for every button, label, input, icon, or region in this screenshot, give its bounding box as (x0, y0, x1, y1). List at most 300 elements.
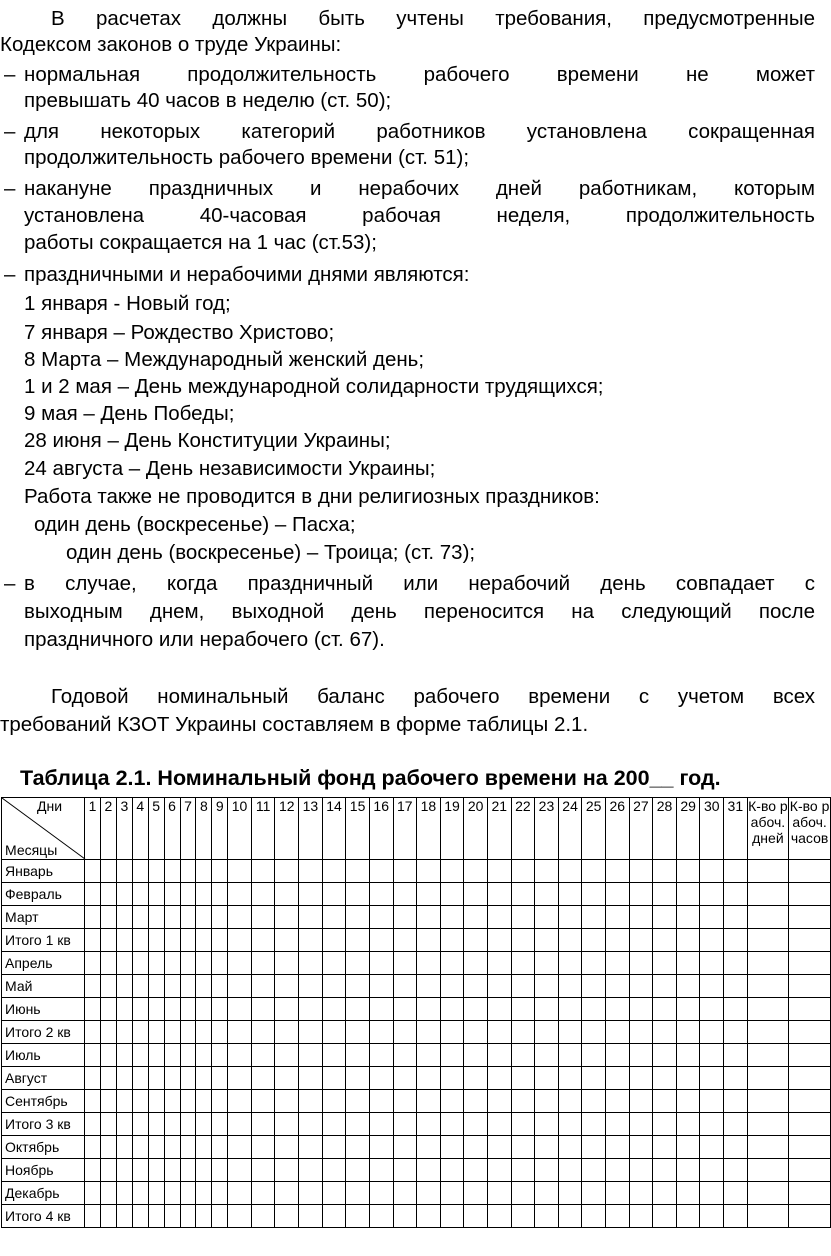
table-cell (747, 906, 789, 929)
table-cell (417, 1205, 441, 1228)
table-cell (346, 906, 370, 929)
table-cell (789, 975, 831, 998)
bullet-2-line-1: для некоторых категорий работников установлена сокращенная (24, 120, 815, 143)
table-cell (747, 1205, 789, 1228)
table-cell (180, 906, 196, 929)
table-cell (196, 1205, 212, 1228)
table-cell (299, 1182, 323, 1205)
table-cell (605, 860, 629, 883)
table-cell (212, 1182, 228, 1205)
table-cell (789, 1090, 831, 1113)
table-cell (511, 860, 535, 883)
table-cell (164, 883, 180, 906)
table-cell (369, 1067, 393, 1090)
table-cell (196, 1182, 212, 1205)
bullet-dash: – (4, 63, 16, 86)
table-cell (212, 929, 228, 952)
table-cell (511, 1182, 535, 1205)
table-cell (417, 883, 441, 906)
table-row (2, 1067, 831, 1090)
day-header: 4 (132, 798, 148, 860)
table-cell (148, 1090, 164, 1113)
table-cell (228, 1067, 252, 1090)
table-cell (653, 1021, 677, 1044)
table-cell (487, 929, 511, 952)
table-cell (132, 1182, 148, 1205)
table-cell (275, 1136, 299, 1159)
table-cell (85, 1044, 101, 1067)
table-cell (487, 906, 511, 929)
table-cell (724, 929, 748, 952)
table-cell (132, 975, 148, 998)
table-cell (85, 1136, 101, 1159)
table-cell (487, 1113, 511, 1136)
table-cell (164, 1205, 180, 1228)
table-cell (487, 1021, 511, 1044)
month-label: Итого 4 кв (2, 1205, 85, 1228)
table-cell (299, 1067, 323, 1090)
table-cell (724, 952, 748, 975)
table-cell (582, 998, 606, 1021)
table-cell (346, 975, 370, 998)
table-cell (605, 883, 629, 906)
table-cell (212, 906, 228, 929)
table-cell (164, 1021, 180, 1044)
table-cell (196, 883, 212, 906)
table-cell (629, 860, 653, 883)
table-cell (582, 1136, 606, 1159)
table-cell (132, 1113, 148, 1136)
table-cell (535, 1044, 559, 1067)
table-cell (747, 1044, 789, 1067)
table-cell (558, 1182, 582, 1205)
table-cell (700, 1136, 724, 1159)
table-cell (464, 952, 488, 975)
table-cell (724, 1136, 748, 1159)
table-cell (558, 1205, 582, 1228)
day-header: 6 (164, 798, 180, 860)
table-cell (653, 1136, 677, 1159)
table-cell (789, 1136, 831, 1159)
table-cell (322, 1044, 346, 1067)
table-cell (346, 1136, 370, 1159)
table-cell (212, 1159, 228, 1182)
table-cell (582, 1182, 606, 1205)
table-cell (676, 998, 700, 1021)
table-cell (100, 860, 116, 883)
table-cell (417, 1021, 441, 1044)
table-cell (629, 906, 653, 929)
table-cell (393, 998, 417, 1021)
table-cell (676, 883, 700, 906)
table-cell (148, 975, 164, 998)
bullet-dash: – (4, 120, 16, 143)
table-cell (299, 1205, 323, 1228)
table-cell (116, 952, 132, 975)
table-cell (558, 1021, 582, 1044)
table-cell (747, 952, 789, 975)
day-header: 12 (275, 798, 299, 860)
table-cell (180, 1159, 196, 1182)
table-row (2, 1113, 831, 1136)
table-cell (148, 860, 164, 883)
table-cell (180, 1067, 196, 1090)
table-cell (212, 1067, 228, 1090)
table-cell (275, 1113, 299, 1136)
table-cell (676, 1159, 700, 1182)
table-cell (789, 883, 831, 906)
table-cell (511, 906, 535, 929)
month-label: Итого 1 кв (2, 929, 85, 952)
table-cell (747, 860, 789, 883)
table-cell (346, 1205, 370, 1228)
table-cell (369, 1205, 393, 1228)
table-cell (346, 860, 370, 883)
balance-line-2: требований КЗОТ Украины составляем в форме таблицы 2.1. (0, 713, 589, 736)
table-cell (724, 998, 748, 1021)
table-cell (100, 1159, 116, 1182)
table-cell (535, 1113, 559, 1136)
table-cell (322, 975, 346, 998)
table-cell (116, 929, 132, 952)
table-cell (653, 929, 677, 952)
table-cell (724, 1090, 748, 1113)
table-cell (322, 1182, 346, 1205)
holiday-item: 24 августа – День независимости Украины; (24, 457, 436, 480)
table-cell (322, 1136, 346, 1159)
table-cell (511, 975, 535, 998)
table-cell (369, 975, 393, 998)
table-cell (558, 1113, 582, 1136)
month-label: Июнь (2, 998, 85, 1021)
table-cell (228, 883, 252, 906)
table-cell (299, 998, 323, 1021)
table-cell (440, 860, 464, 883)
table-cell (464, 1136, 488, 1159)
table-cell (100, 1044, 116, 1067)
table-cell (440, 1182, 464, 1205)
table-cell (85, 1021, 101, 1044)
table-cell (299, 883, 323, 906)
table-cell (322, 1159, 346, 1182)
table-cell (100, 998, 116, 1021)
month-label: Февраль (2, 883, 85, 906)
day-header: 26 (605, 798, 629, 860)
table-cell (85, 1113, 101, 1136)
table-cell (212, 883, 228, 906)
table-cell (212, 1021, 228, 1044)
table-cell (535, 1182, 559, 1205)
day-header: 30 (700, 798, 724, 860)
table-cell (511, 1067, 535, 1090)
table-cell (148, 1067, 164, 1090)
table-cell (212, 1113, 228, 1136)
table-cell (251, 1044, 275, 1067)
table-cell (85, 1090, 101, 1113)
table-cell (212, 1136, 228, 1159)
table-cell (322, 906, 346, 929)
table-cell (180, 860, 196, 883)
month-label: Январь (2, 860, 85, 883)
table-cell (148, 906, 164, 929)
table-cell (464, 1205, 488, 1228)
table-cell (275, 1021, 299, 1044)
table-cell (724, 860, 748, 883)
table-cell (393, 1090, 417, 1113)
day-header: 5 (148, 798, 164, 860)
day-header: 15 (346, 798, 370, 860)
table-cell (653, 1113, 677, 1136)
table-cell (228, 952, 252, 975)
table-cell (700, 1182, 724, 1205)
table-cell (747, 1182, 789, 1205)
day-header: 1 (85, 798, 101, 860)
table-cell (464, 860, 488, 883)
table-cell (132, 952, 148, 975)
table-cell (511, 1090, 535, 1113)
table-cell (180, 1136, 196, 1159)
table-cell (440, 1113, 464, 1136)
table-cell (511, 929, 535, 952)
table-row (2, 929, 831, 952)
table-cell (228, 1044, 252, 1067)
table-cell (629, 952, 653, 975)
table-cell (464, 1044, 488, 1067)
table-cell (116, 906, 132, 929)
table-cell (275, 952, 299, 975)
table-cell (487, 1159, 511, 1182)
table-cell (100, 883, 116, 906)
table-cell (789, 1205, 831, 1228)
table-cell (132, 929, 148, 952)
table-cell (535, 975, 559, 998)
table-cell (535, 1090, 559, 1113)
table-cell (582, 883, 606, 906)
bullet-4-line-1: праздничными и нерабочими днями являются: (24, 263, 470, 286)
table-cell (196, 1067, 212, 1090)
table-cell (487, 1136, 511, 1159)
table-cell (299, 1136, 323, 1159)
corner-days-label: Дни (37, 798, 63, 814)
table-cell (322, 1113, 346, 1136)
table-cell (558, 975, 582, 998)
table-cell (605, 998, 629, 1021)
table-cell (417, 1182, 441, 1205)
table-cell (535, 929, 559, 952)
table-cell (180, 1205, 196, 1228)
table-cell (164, 952, 180, 975)
table-cell (464, 1159, 488, 1182)
table-cell (322, 929, 346, 952)
table-cell (558, 929, 582, 952)
table-cell (789, 1044, 831, 1067)
table-cell (100, 1136, 116, 1159)
table-cell (393, 1067, 417, 1090)
table-cell (100, 1067, 116, 1090)
table-cell (747, 1067, 789, 1090)
table-cell (148, 1021, 164, 1044)
table-cell (228, 1182, 252, 1205)
table-cell (393, 883, 417, 906)
table-cell (582, 1067, 606, 1090)
table-cell (251, 1136, 275, 1159)
table-title: Таблица 2.1. Номинальный фонд рабочего времени на 200__ год. (20, 766, 721, 790)
day-header: 20 (464, 798, 488, 860)
table-cell (148, 998, 164, 1021)
table-cell (275, 1044, 299, 1067)
table-cell (676, 1182, 700, 1205)
table-cell (85, 906, 101, 929)
table-cell (417, 975, 441, 998)
table-cell (369, 883, 393, 906)
table-row (2, 1090, 831, 1113)
table-cell (582, 952, 606, 975)
table-cell (676, 860, 700, 883)
table-cell (393, 952, 417, 975)
table-cell (440, 1136, 464, 1159)
table-cell (85, 1182, 101, 1205)
table-cell (228, 1090, 252, 1113)
table-cell (132, 1044, 148, 1067)
table-cell (464, 1067, 488, 1090)
table-cell (789, 860, 831, 883)
table-cell (605, 1044, 629, 1067)
bullet-dash: – (4, 572, 16, 595)
bullet-3-line-1: накануне праздничных и нерабочих дней работникам, которым (24, 177, 815, 200)
table-cell (85, 929, 101, 952)
table-cell (212, 952, 228, 975)
table-cell (85, 883, 101, 906)
table-row (2, 952, 831, 975)
table-cell (116, 998, 132, 1021)
table-cell (164, 1113, 180, 1136)
table-cell (653, 975, 677, 998)
table-cell (653, 883, 677, 906)
table-cell (605, 1021, 629, 1044)
table-cell (605, 1159, 629, 1182)
table-cell (582, 929, 606, 952)
table-cell (511, 998, 535, 1021)
table-cell (605, 1113, 629, 1136)
table-cell (164, 906, 180, 929)
table-cell (558, 883, 582, 906)
bullet-1-line-1: нормальная продолжительность рабочего времени не может (24, 63, 815, 86)
table-cell (747, 998, 789, 1021)
table-cell (724, 1159, 748, 1182)
table-cell (116, 1021, 132, 1044)
table-cell (487, 1205, 511, 1228)
table-cell (676, 906, 700, 929)
holiday-item: один день (воскресенье) – Пасха; (34, 513, 356, 536)
table-cell (535, 1136, 559, 1159)
table-cell (164, 1090, 180, 1113)
table-row (2, 998, 831, 1021)
table-cell (346, 883, 370, 906)
table-cell (700, 952, 724, 975)
table-cell (369, 1159, 393, 1182)
table-cell (275, 883, 299, 906)
table-cell (582, 1113, 606, 1136)
table-cell (100, 929, 116, 952)
month-label: Итого 2 кв (2, 1021, 85, 1044)
table-cell (676, 975, 700, 998)
table-cell (180, 1182, 196, 1205)
table-cell (299, 1113, 323, 1136)
table-cell (653, 1090, 677, 1113)
table-cell (629, 1090, 653, 1113)
table-cell (148, 1113, 164, 1136)
table-cell (132, 998, 148, 1021)
table-cell (747, 975, 789, 998)
table-cell (322, 1090, 346, 1113)
table-cell (582, 906, 606, 929)
intro-line-1: В расчетах должны быть учтены требования, предусмотренные (51, 7, 815, 30)
table-cell (417, 1044, 441, 1067)
table-cell (700, 998, 724, 1021)
day-header: 11 (251, 798, 275, 860)
table-cell (417, 929, 441, 952)
holiday-item: 1 января - Новый год; (24, 292, 231, 315)
table-cell (558, 1090, 582, 1113)
table-cell (464, 1113, 488, 1136)
table-cell (148, 929, 164, 952)
table-cell (676, 1090, 700, 1113)
table-cell (212, 975, 228, 998)
table-cell (100, 1021, 116, 1044)
day-header: 25 (582, 798, 606, 860)
day-header: 2 (100, 798, 116, 860)
table-cell (116, 975, 132, 998)
table-cell (605, 1090, 629, 1113)
table-cell (196, 975, 212, 998)
table-cell (299, 952, 323, 975)
table-cell (132, 1136, 148, 1159)
day-header: 13 (299, 798, 323, 860)
table-cell (196, 1159, 212, 1182)
table-cell (789, 1067, 831, 1090)
table-cell (440, 1159, 464, 1182)
table-cell (700, 929, 724, 952)
table-cell (440, 1044, 464, 1067)
table-cell (228, 1021, 252, 1044)
table-cell (346, 998, 370, 1021)
table-cell (116, 1205, 132, 1228)
table-cell (212, 860, 228, 883)
table-cell (676, 952, 700, 975)
day-header: 7 (180, 798, 196, 860)
table-cell (299, 975, 323, 998)
table-cell (511, 1021, 535, 1044)
table-cell (369, 1090, 393, 1113)
table-cell (322, 860, 346, 883)
table-cell (535, 1067, 559, 1090)
table-cell (100, 1113, 116, 1136)
table-cell (212, 998, 228, 1021)
table-cell (464, 998, 488, 1021)
table-cell (605, 929, 629, 952)
table-cell (196, 1044, 212, 1067)
table-cell (724, 1044, 748, 1067)
table-cell (393, 860, 417, 883)
day-header: 16 (369, 798, 393, 860)
table-cell (629, 1182, 653, 1205)
table-cell (605, 1067, 629, 1090)
table-cell (251, 860, 275, 883)
table-cell (582, 975, 606, 998)
day-header: 27 (629, 798, 653, 860)
table-corner-cell (2, 798, 85, 860)
table-cell (116, 1159, 132, 1182)
